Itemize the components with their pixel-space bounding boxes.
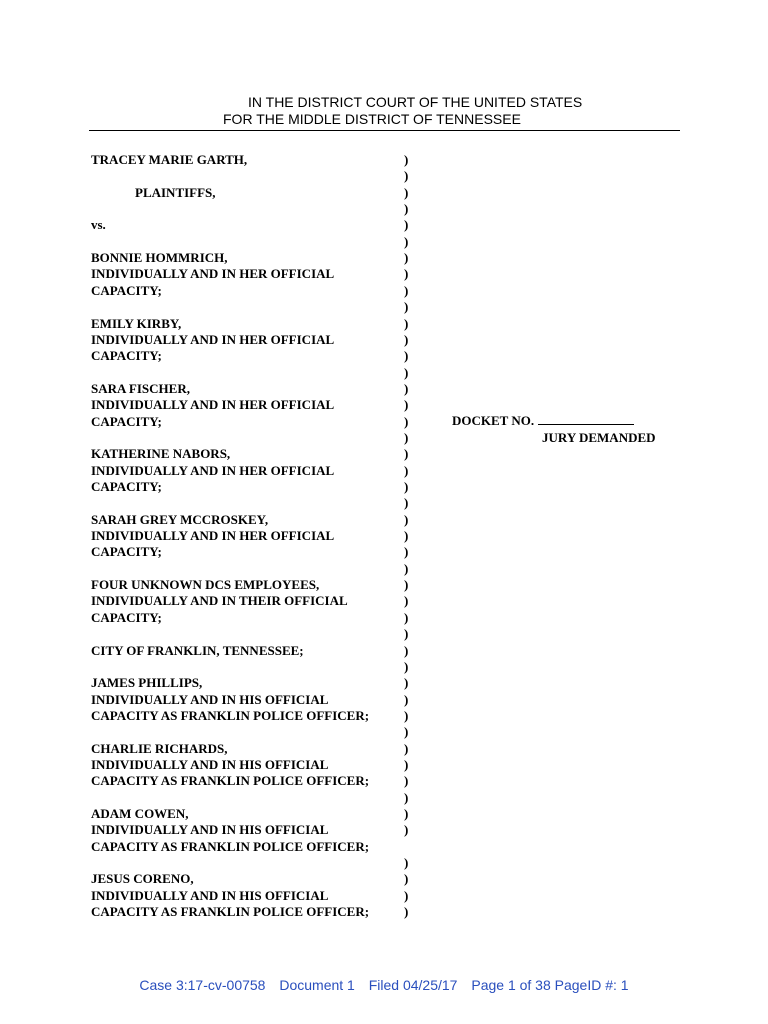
caption-paren: ) <box>404 184 409 200</box>
caption-line: SARAH GREY MCCROSKEY, <box>91 511 269 527</box>
caption-line: INDIVIDUALLY AND IN HER OFFICIAL <box>91 331 335 347</box>
caption-line: INDIVIDUALLY AND IN HER OFFICIAL <box>91 462 335 478</box>
caption-paren: ) <box>404 266 409 282</box>
caption-paren: ) <box>404 364 409 380</box>
caption-line: SARA FISCHER, <box>91 380 190 396</box>
footer-filed-date: Filed 04/25/17 <box>368 977 458 993</box>
caption-paren: ) <box>404 380 409 396</box>
caption-line: CAPACITY; <box>91 544 162 560</box>
caption-paren: ) <box>404 773 409 789</box>
caption-paren: ) <box>404 724 409 740</box>
caption-line: CHARLIE RICHARDS, <box>91 740 228 756</box>
caption-paren: ) <box>404 756 409 772</box>
caption-line: CAPACITY; <box>91 282 162 298</box>
docket-number <box>452 413 634 429</box>
caption-paren: ) <box>404 871 409 887</box>
caption-paren: ) <box>404 495 409 511</box>
caption-paren: ) <box>404 282 409 298</box>
court-heading-line-1: IN THE DISTRICT COURT OF THE UNITED STATES <box>248 94 583 110</box>
caption-line: CAPACITY AS FRANKLIN POLICE OFFICER; <box>91 838 370 854</box>
caption-line: CITY OF FRANKLIN, TENNESSEE; <box>91 642 304 658</box>
court-heading-line-2: FOR THE MIDDLE DISTRICT OF TENNESSEE <box>223 111 521 127</box>
caption-paren: ) <box>404 299 409 315</box>
jury-demand: JURY DEMANDED <box>542 430 656 445</box>
caption-paren: ) <box>404 822 409 838</box>
caption-line: INDIVIDUALLY AND IN HIS OFFICIAL <box>91 756 329 772</box>
caption-line: INDIVIDUALLY AND IN HIS OFFICIAL <box>91 887 329 903</box>
docket-label: DOCKET NO. <box>452 413 535 428</box>
caption-line: INDIVIDUALLY AND IN HER OFFICIAL <box>91 266 335 282</box>
caption-line: vs. <box>91 217 106 233</box>
caption-line: CAPACITY AS FRANKLIN POLICE OFFICER; <box>91 773 370 789</box>
caption-paren: ) <box>404 462 409 478</box>
caption-paren: ) <box>404 217 409 233</box>
caption-paren: ) <box>404 642 409 658</box>
caption-paren: ) <box>404 331 409 347</box>
caption-line: BONNIE HOMMRICH, <box>91 250 228 266</box>
caption-paren: ) <box>404 593 409 609</box>
caption-paren: ) <box>404 560 409 576</box>
footer-page-info: Page 1 of 38 PageID #: 1 <box>471 977 629 993</box>
caption-line: CAPACITY AS FRANKLIN POLICE OFFICER; <box>91 904 370 920</box>
caption-line: FOUR UNKNOWN DCS EMPLOYEES, <box>91 577 320 593</box>
caption-paren: ) <box>404 855 409 871</box>
caption-paren: ) <box>404 152 409 167</box>
footer-document: Document 1 <box>279 977 355 993</box>
caption-line: INDIVIDUALLY AND IN HER OFFICIAL <box>91 528 335 544</box>
caption-paren: ) <box>404 429 409 445</box>
caption-paren: ) <box>404 806 409 821</box>
caption-line: CAPACITY; <box>91 413 162 429</box>
caption-paren: ) <box>404 413 409 429</box>
caption-paren: ) <box>404 544 409 560</box>
caption-line: CAPACITY; <box>91 609 162 625</box>
caption-paren: ) <box>404 446 409 462</box>
caption-line: INDIVIDUALLY AND IN HIS OFFICIAL <box>91 691 329 707</box>
docket-blank-line[interactable] <box>538 413 634 425</box>
caption-line: INDIVIDUALLY AND IN THEIR OFFICIAL <box>91 593 348 609</box>
caption-paren: ) <box>404 740 409 756</box>
caption-paren: ) <box>404 658 409 674</box>
caption-paren: ) <box>404 691 409 707</box>
caption-paren: ) <box>404 348 409 364</box>
caption-paren: ) <box>404 675 409 691</box>
caption-paren: ) <box>404 609 409 625</box>
caption-line: TRACEY MARIE GARTH, <box>91 152 248 167</box>
caption-paren: ) <box>404 397 409 413</box>
caption-paren: ) <box>404 315 409 331</box>
caption-line: INDIVIDUALLY AND IN HIS OFFICIAL <box>91 822 329 838</box>
caption-paren: ) <box>404 626 409 642</box>
caption-paren: ) <box>404 904 409 920</box>
caption-paren: ) <box>404 511 409 527</box>
caption-paren: ) <box>404 479 409 494</box>
caption-paren: ) <box>404 233 409 249</box>
caption-line: JAMES PHILLIPS, <box>91 675 203 691</box>
footer-case-number: Case 3:17-cv-00758 <box>139 977 266 993</box>
caption-paren: ) <box>404 250 409 266</box>
caption-line: EMILY KIRBY, <box>91 315 182 331</box>
caption-line: CAPACITY; <box>91 348 162 364</box>
page-footer <box>0 977 768 993</box>
caption-line: INDIVIDUALLY AND IN HER OFFICIAL <box>91 397 335 413</box>
caption-line: KATHERINE NABORS, <box>91 446 231 462</box>
caption-line: PLAINTIFFS, <box>135 184 216 200</box>
caption-line: CAPACITY; <box>91 479 162 494</box>
caption-paren: ) <box>404 887 409 903</box>
caption-line: JESUS CORENO, <box>91 871 194 887</box>
caption-paren: ) <box>404 707 409 723</box>
caption-line: ADAM COWEN, <box>91 806 189 821</box>
caption-paren: ) <box>404 577 409 593</box>
caption-paren: ) <box>404 201 409 217</box>
caption-line: CAPACITY AS FRANKLIN POLICE OFFICER; <box>91 707 370 723</box>
caption-paren: ) <box>404 789 409 805</box>
caption-paren: ) <box>404 528 409 544</box>
caption-paren: ) <box>404 168 409 184</box>
